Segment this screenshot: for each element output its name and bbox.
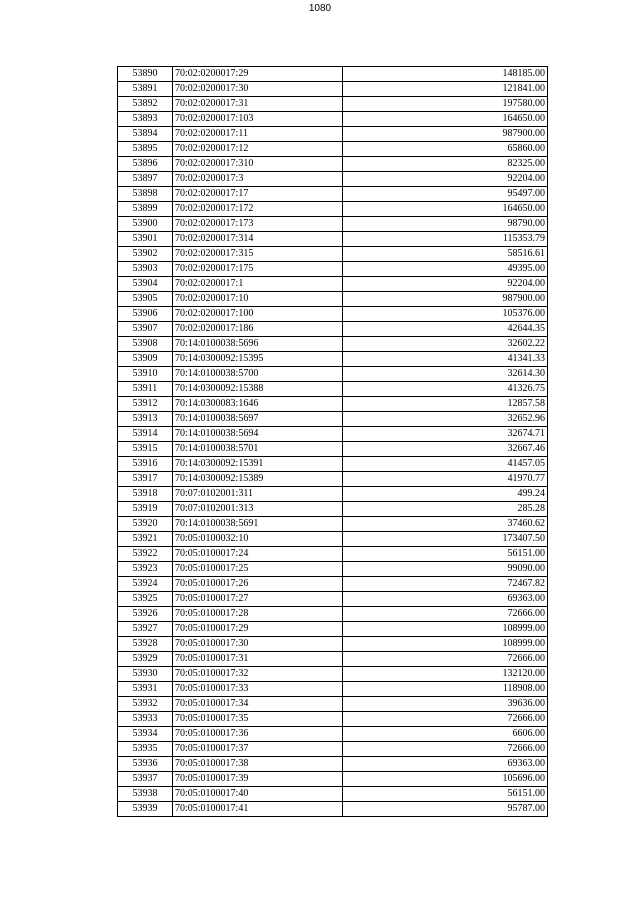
table-row bbox=[118, 322, 548, 337]
table-row bbox=[118, 682, 548, 697]
table-row bbox=[118, 247, 548, 262]
cadastral-number-cell: 70:02:0200017:315 bbox=[173, 247, 343, 262]
row-number-cell: 53936 bbox=[118, 757, 173, 772]
row-number-cell: 53898 bbox=[118, 187, 173, 202]
row-number-cell: 53897 bbox=[118, 172, 173, 187]
cadastral-number-cell: 70:14:0100038:5696 bbox=[173, 337, 343, 352]
table-row bbox=[118, 217, 548, 232]
table-row bbox=[118, 802, 548, 817]
cadastral-value-table bbox=[117, 66, 548, 817]
cadastral-number-cell: 70:02:0200017:29 bbox=[173, 67, 343, 82]
table-row bbox=[118, 727, 548, 742]
table-row bbox=[118, 517, 548, 532]
row-number-cell: 53893 bbox=[118, 112, 173, 127]
table-row bbox=[118, 562, 548, 577]
cadastral-number-cell: 70:05:0100017:29 bbox=[173, 622, 343, 637]
row-number-cell: 53904 bbox=[118, 277, 173, 292]
row-number-cell: 53931 bbox=[118, 682, 173, 697]
row-number-cell: 53918 bbox=[118, 487, 173, 502]
cadastral-number-cell: 70:14:0300092:15389 bbox=[173, 472, 343, 487]
cadastral-number-cell: 70:05:0100017:32 bbox=[173, 667, 343, 682]
table-row bbox=[118, 757, 548, 772]
cadastral-number-cell: 70:05:0100017:37 bbox=[173, 742, 343, 757]
value-cell: 12857.58 bbox=[343, 397, 548, 412]
table-row bbox=[118, 487, 548, 502]
cadastral-number-cell: 70:05:0100017:34 bbox=[173, 697, 343, 712]
cadastral-number-cell: 70:05:0100017:39 bbox=[173, 772, 343, 787]
row-number-cell: 53929 bbox=[118, 652, 173, 667]
value-cell: 49395.00 bbox=[343, 262, 548, 277]
row-number-cell: 53892 bbox=[118, 97, 173, 112]
row-number-cell: 53927 bbox=[118, 622, 173, 637]
value-cell: 99090.00 bbox=[343, 562, 548, 577]
cadastral-number-cell: 70:02:0200017:31 bbox=[173, 97, 343, 112]
value-cell: 118908.00 bbox=[343, 682, 548, 697]
cadastral-number-cell: 70:02:0200017:172 bbox=[173, 202, 343, 217]
value-cell: 173407.50 bbox=[343, 532, 548, 547]
table-row bbox=[118, 532, 548, 547]
row-number-cell: 53906 bbox=[118, 307, 173, 322]
table-row bbox=[118, 667, 548, 682]
table-row bbox=[118, 262, 548, 277]
row-number-cell: 53925 bbox=[118, 592, 173, 607]
table-row bbox=[118, 277, 548, 292]
cadastral-number-cell: 70:02:0200017:173 bbox=[173, 217, 343, 232]
row-number-cell: 53908 bbox=[118, 337, 173, 352]
table-row bbox=[118, 367, 548, 382]
cadastral-number-cell: 70:02:0200017:30 bbox=[173, 82, 343, 97]
cadastral-number-cell: 70:14:0300092:15388 bbox=[173, 382, 343, 397]
cadastral-number-cell: 70:02:0200017:17 bbox=[173, 187, 343, 202]
cadastral-number-cell: 70:05:0100017:25 bbox=[173, 562, 343, 577]
row-number-cell: 53921 bbox=[118, 532, 173, 547]
row-number-cell: 53916 bbox=[118, 457, 173, 472]
cadastral-number-cell: 70:14:0300092:15395 bbox=[173, 352, 343, 367]
cadastral-number-cell: 70:02:0200017:310 bbox=[173, 157, 343, 172]
row-number-cell: 53890 bbox=[118, 67, 173, 82]
table-row bbox=[118, 547, 548, 562]
table-body bbox=[118, 67, 548, 817]
row-number-cell: 53891 bbox=[118, 82, 173, 97]
value-cell: 108999.00 bbox=[343, 622, 548, 637]
value-cell: 65860.00 bbox=[343, 142, 548, 157]
cadastral-number-cell: 70:02:0200017:3 bbox=[173, 172, 343, 187]
row-number-cell: 53937 bbox=[118, 772, 173, 787]
value-cell: 987900.00 bbox=[343, 127, 548, 142]
row-number-cell: 53926 bbox=[118, 607, 173, 622]
table-row bbox=[118, 97, 548, 112]
table-row bbox=[118, 697, 548, 712]
value-cell: 197580.00 bbox=[343, 97, 548, 112]
table-row bbox=[118, 412, 548, 427]
row-number-cell: 53922 bbox=[118, 547, 173, 562]
table-row bbox=[118, 67, 548, 82]
cadastral-number-cell: 70:14:0300092:15391 bbox=[173, 457, 343, 472]
row-number-cell: 53909 bbox=[118, 352, 173, 367]
value-cell: 32674.71 bbox=[343, 427, 548, 442]
row-number-cell: 53899 bbox=[118, 202, 173, 217]
value-cell: 72666.00 bbox=[343, 652, 548, 667]
table-row bbox=[118, 577, 548, 592]
cadastral-number-cell: 70:07:0102001:311 bbox=[173, 487, 343, 502]
table-row bbox=[118, 82, 548, 97]
value-cell: 164650.00 bbox=[343, 112, 548, 127]
table-row bbox=[118, 442, 548, 457]
table-row bbox=[118, 157, 548, 172]
table-row bbox=[118, 352, 548, 367]
cadastral-number-cell: 70:14:0100038:5700 bbox=[173, 367, 343, 382]
row-number-cell: 53939 bbox=[118, 802, 173, 817]
table-row bbox=[118, 127, 548, 142]
value-cell: 987900.00 bbox=[343, 292, 548, 307]
row-number-cell: 53914 bbox=[118, 427, 173, 442]
table-row bbox=[118, 202, 548, 217]
value-cell: 41457.05 bbox=[343, 457, 548, 472]
row-number-cell: 53928 bbox=[118, 637, 173, 652]
value-cell: 115353.79 bbox=[343, 232, 548, 247]
row-number-cell: 53924 bbox=[118, 577, 173, 592]
row-number-cell: 53932 bbox=[118, 697, 173, 712]
cadastral-number-cell: 70:14:0100038:5694 bbox=[173, 427, 343, 442]
cadastral-number-cell: 70:02:0200017:175 bbox=[173, 262, 343, 277]
value-cell: 37460.62 bbox=[343, 517, 548, 532]
row-number-cell: 53905 bbox=[118, 292, 173, 307]
cadastral-number-cell: 70:02:0200017:11 bbox=[173, 127, 343, 142]
value-cell: 499.24 bbox=[343, 487, 548, 502]
table-row bbox=[118, 397, 548, 412]
row-number-cell: 53907 bbox=[118, 322, 173, 337]
row-number-cell: 53913 bbox=[118, 412, 173, 427]
row-number-cell: 53912 bbox=[118, 397, 173, 412]
row-number-cell: 53930 bbox=[118, 667, 173, 682]
cadastral-number-cell: 70:02:0200017:314 bbox=[173, 232, 343, 247]
row-number-cell: 53915 bbox=[118, 442, 173, 457]
value-cell: 72666.00 bbox=[343, 607, 548, 622]
cadastral-number-cell: 70:07:0102001:313 bbox=[173, 502, 343, 517]
cadastral-number-cell: 70:05:0100017:27 bbox=[173, 592, 343, 607]
value-cell: 132120.00 bbox=[343, 667, 548, 682]
row-number-cell: 53894 bbox=[118, 127, 173, 142]
table-row bbox=[118, 382, 548, 397]
value-cell: 95787.00 bbox=[343, 802, 548, 817]
table-row bbox=[118, 787, 548, 802]
row-number-cell: 53896 bbox=[118, 157, 173, 172]
cadastral-number-cell: 70:05:0100017:36 bbox=[173, 727, 343, 742]
cadastral-number-cell: 70:05:0100017:41 bbox=[173, 802, 343, 817]
table-row bbox=[118, 307, 548, 322]
value-cell: 41970.77 bbox=[343, 472, 548, 487]
table-row bbox=[118, 652, 548, 667]
cadastral-number-cell: 70:02:0200017:100 bbox=[173, 307, 343, 322]
table-row bbox=[118, 472, 548, 487]
value-cell: 164650.00 bbox=[343, 202, 548, 217]
row-number-cell: 53902 bbox=[118, 247, 173, 262]
value-cell: 69363.00 bbox=[343, 592, 548, 607]
value-cell: 41341.33 bbox=[343, 352, 548, 367]
value-cell: 98790.00 bbox=[343, 217, 548, 232]
row-number-cell: 53920 bbox=[118, 517, 173, 532]
value-cell: 121841.00 bbox=[343, 82, 548, 97]
table-row bbox=[118, 172, 548, 187]
value-cell: 56151.00 bbox=[343, 787, 548, 802]
value-cell: 39636.00 bbox=[343, 697, 548, 712]
value-cell: 95497.00 bbox=[343, 187, 548, 202]
value-cell: 58516.61 bbox=[343, 247, 548, 262]
cadastral-number-cell: 70:05:0100017:24 bbox=[173, 547, 343, 562]
table-row bbox=[118, 232, 548, 247]
cadastral-number-cell: 70:05:0100017:40 bbox=[173, 787, 343, 802]
value-cell: 32614.30 bbox=[343, 367, 548, 382]
row-number-cell: 53919 bbox=[118, 502, 173, 517]
value-cell: 6606.00 bbox=[343, 727, 548, 742]
table-row bbox=[118, 112, 548, 127]
cadastral-number-cell: 70:05:0100032:10 bbox=[173, 532, 343, 547]
table-row bbox=[118, 622, 548, 637]
value-cell: 285.28 bbox=[343, 502, 548, 517]
page-number: 1080 bbox=[308, 3, 332, 14]
table-row bbox=[118, 772, 548, 787]
row-number-cell: 53923 bbox=[118, 562, 173, 577]
value-cell: 92204.00 bbox=[343, 277, 548, 292]
table-row bbox=[118, 607, 548, 622]
row-number-cell: 53900 bbox=[118, 217, 173, 232]
cadastral-number-cell: 70:05:0100017:31 bbox=[173, 652, 343, 667]
value-cell: 72467.82 bbox=[343, 577, 548, 592]
row-number-cell: 53917 bbox=[118, 472, 173, 487]
row-number-cell: 53903 bbox=[118, 262, 173, 277]
row-number-cell: 53938 bbox=[118, 787, 173, 802]
cadastral-number-cell: 70:02:0200017:1 bbox=[173, 277, 343, 292]
value-cell: 148185.00 bbox=[343, 67, 548, 82]
table-row bbox=[118, 142, 548, 157]
cadastral-number-cell: 70:14:0100038:5701 bbox=[173, 442, 343, 457]
value-cell: 32602.22 bbox=[343, 337, 548, 352]
table-row bbox=[118, 712, 548, 727]
value-cell: 56151.00 bbox=[343, 547, 548, 562]
row-number-cell: 53910 bbox=[118, 367, 173, 382]
row-number-cell: 53911 bbox=[118, 382, 173, 397]
value-cell: 82325.00 bbox=[343, 157, 548, 172]
cadastral-number-cell: 70:05:0100017:28 bbox=[173, 607, 343, 622]
value-cell: 72666.00 bbox=[343, 742, 548, 757]
table-row bbox=[118, 742, 548, 757]
row-number-cell: 53934 bbox=[118, 727, 173, 742]
value-cell: 32652.96 bbox=[343, 412, 548, 427]
row-number-cell: 53895 bbox=[118, 142, 173, 157]
cadastral-number-cell: 70:02:0200017:103 bbox=[173, 112, 343, 127]
value-cell: 41326.75 bbox=[343, 382, 548, 397]
cadastral-number-cell: 70:02:0200017:186 bbox=[173, 322, 343, 337]
table-row bbox=[118, 292, 548, 307]
value-cell: 32667.46 bbox=[343, 442, 548, 457]
table-row bbox=[118, 637, 548, 652]
table-row bbox=[118, 187, 548, 202]
table-row bbox=[118, 427, 548, 442]
cadastral-number-cell: 70:14:0300083:1646 bbox=[173, 397, 343, 412]
row-number-cell: 53933 bbox=[118, 712, 173, 727]
value-cell: 108999.00 bbox=[343, 637, 548, 652]
cadastral-number-cell: 70:02:0200017:10 bbox=[173, 292, 343, 307]
cadastral-number-cell: 70:05:0100017:26 bbox=[173, 577, 343, 592]
table-row bbox=[118, 592, 548, 607]
cadastral-number-cell: 70:05:0100017:35 bbox=[173, 712, 343, 727]
cadastral-number-cell: 70:05:0100017:30 bbox=[173, 637, 343, 652]
value-cell: 92204.00 bbox=[343, 172, 548, 187]
row-number-cell: 53901 bbox=[118, 232, 173, 247]
value-cell: 72666.00 bbox=[343, 712, 548, 727]
table-row bbox=[118, 337, 548, 352]
cadastral-number-cell: 70:14:0100038:5697 bbox=[173, 412, 343, 427]
table-row bbox=[118, 502, 548, 517]
value-cell: 105696.00 bbox=[343, 772, 548, 787]
cadastral-number-cell: 70:14:0100038:5691 bbox=[173, 517, 343, 532]
value-cell: 69363.00 bbox=[343, 757, 548, 772]
table-row bbox=[118, 457, 548, 472]
cadastral-number-cell: 70:05:0100017:33 bbox=[173, 682, 343, 697]
cadastral-number-cell: 70:05:0100017:38 bbox=[173, 757, 343, 772]
value-cell: 42644.35 bbox=[343, 322, 548, 337]
cadastral-number-cell: 70:02:0200017:12 bbox=[173, 142, 343, 157]
row-number-cell: 53935 bbox=[118, 742, 173, 757]
value-cell: 105376.00 bbox=[343, 307, 548, 322]
